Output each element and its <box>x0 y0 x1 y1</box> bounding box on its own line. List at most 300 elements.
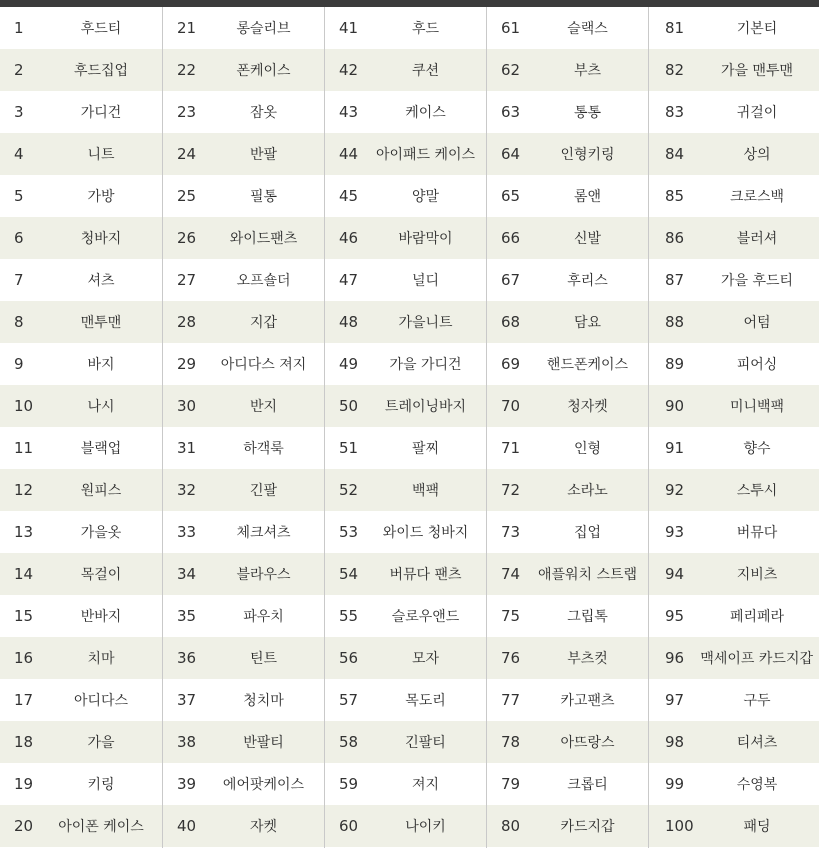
rank-number: 91 <box>665 439 685 457</box>
rank-number: 1 <box>14 19 24 37</box>
ranking-row <box>487 7 648 49</box>
rank-number: 65 <box>501 187 521 205</box>
rank-number: 47 <box>339 271 359 289</box>
search-term: 청바지 <box>80 231 122 247</box>
rank-number: 55 <box>339 607 359 625</box>
ranking-row <box>163 91 324 133</box>
rank-number: 15 <box>14 607 34 625</box>
rank-number: 8 <box>14 313 24 331</box>
search-term: 목걸이 <box>80 567 122 583</box>
search-term: 귀걸이 <box>736 105 778 121</box>
ranking-row <box>649 679 819 721</box>
search-term: 가을 후드티 <box>720 273 794 289</box>
rank-number: 62 <box>501 61 521 79</box>
search-term: 후리스 <box>567 273 608 289</box>
search-term: 필통 <box>249 189 278 205</box>
search-term: 체크셔츠 <box>236 525 291 541</box>
ranking-column <box>163 7 325 848</box>
rank-number: 74 <box>501 565 521 583</box>
ranking-row <box>0 217 162 259</box>
search-term: 가디건 <box>80 105 122 121</box>
ranking-row <box>163 49 324 91</box>
search-term: 틴트 <box>249 651 278 667</box>
search-term: 피어싱 <box>736 357 778 373</box>
search-term: 어텀 <box>743 315 771 331</box>
ranking-row <box>0 7 162 49</box>
search-term: 기본티 <box>736 21 778 37</box>
search-term: 슬랙스 <box>567 21 608 37</box>
search-term: 널디 <box>411 273 440 289</box>
rank-number: 60 <box>339 817 359 835</box>
search-term: 반팔티 <box>243 735 284 751</box>
rank-number: 26 <box>177 229 197 247</box>
rank-number: 71 <box>501 439 521 457</box>
rank-number: 18 <box>14 733 34 751</box>
search-term: 아뜨랑스 <box>560 735 615 751</box>
search-term: 지갑 <box>249 315 278 331</box>
ranking-row <box>487 553 648 595</box>
rank-number: 97 <box>665 691 685 709</box>
rank-number: 46 <box>339 229 359 247</box>
search-term: 긴팔티 <box>405 735 446 751</box>
ranking-row <box>325 301 486 343</box>
rank-number: 27 <box>177 271 197 289</box>
ranking-row <box>325 217 486 259</box>
ranking-row <box>163 469 324 511</box>
rank-number: 69 <box>501 355 521 373</box>
rank-number: 5 <box>14 187 24 205</box>
search-term: 집업 <box>573 525 602 541</box>
search-term: 트레이닝바지 <box>384 399 467 415</box>
search-term: 반지 <box>249 399 278 415</box>
search-term: 바람막이 <box>398 231 453 247</box>
ranking-row <box>649 7 819 49</box>
search-term: 핸드폰케이스 <box>546 357 629 373</box>
search-term: 후드 <box>411 21 440 37</box>
search-term: 맥세이프 카드지갑 <box>700 651 813 667</box>
ranking-row <box>325 805 486 847</box>
ranking-row <box>649 385 819 427</box>
ranking-row <box>325 679 486 721</box>
rank-number: 82 <box>665 61 685 79</box>
rank-number: 20 <box>14 817 34 835</box>
search-term: 가을 맨투맨 <box>720 63 794 79</box>
search-term: 원피스 <box>80 483 122 499</box>
ranking-row <box>487 217 648 259</box>
ranking-row <box>487 721 648 763</box>
search-term: 카드지갑 <box>560 819 615 835</box>
ranking-column <box>0 7 163 848</box>
search-term: 키링 <box>87 777 115 793</box>
rank-number: 6 <box>14 229 24 247</box>
rank-number: 16 <box>14 649 34 667</box>
search-term: 긴팔 <box>249 483 278 499</box>
rank-number: 66 <box>501 229 521 247</box>
ranking-row <box>649 721 819 763</box>
rank-number: 45 <box>339 187 359 205</box>
search-term: 반팔 <box>249 147 278 163</box>
search-term: 부츠컷 <box>567 651 608 667</box>
search-term: 가을니트 <box>398 315 453 331</box>
search-term: 애플워치 스트랩 <box>537 567 638 583</box>
search-term: 아이폰 케이스 <box>58 819 144 835</box>
rank-number: 54 <box>339 565 359 583</box>
ranking-row <box>0 721 162 763</box>
rank-number: 39 <box>177 775 197 793</box>
rank-number: 79 <box>501 775 521 793</box>
rank-number: 42 <box>339 61 359 79</box>
rank-number: 57 <box>339 691 359 709</box>
rank-number: 80 <box>501 817 521 835</box>
rank-number: 49 <box>339 355 359 373</box>
ranking-row <box>325 721 486 763</box>
ranking-row <box>0 385 162 427</box>
rank-number: 2 <box>14 61 24 79</box>
ranking-row <box>649 427 819 469</box>
ranking-row <box>649 175 819 217</box>
rank-number: 72 <box>501 481 521 499</box>
rank-number: 76 <box>501 649 521 667</box>
ranking-row <box>0 469 162 511</box>
ranking-column <box>649 7 819 848</box>
rank-number: 89 <box>665 355 685 373</box>
rank-number: 73 <box>501 523 521 541</box>
search-term: 아이패드 케이스 <box>375 147 476 163</box>
ranking-row <box>649 133 819 175</box>
ranking-row <box>325 343 486 385</box>
rank-number: 38 <box>177 733 197 751</box>
rank-number: 34 <box>177 565 197 583</box>
rank-number: 92 <box>665 481 685 499</box>
rank-number: 19 <box>14 775 34 793</box>
rank-number: 51 <box>339 439 359 457</box>
search-term: 와이드 청바지 <box>382 525 469 541</box>
search-term: 구두 <box>743 693 771 709</box>
search-term: 쿠션 <box>411 63 440 79</box>
rank-number: 100 <box>665 817 694 835</box>
ranking-row <box>0 805 162 847</box>
search-term: 부츠 <box>573 63 602 79</box>
ranking-row <box>0 553 162 595</box>
search-term: 가을 가디건 <box>389 357 462 373</box>
rank-number: 52 <box>339 481 359 499</box>
search-term: 패딩 <box>743 819 771 835</box>
rank-number: 90 <box>665 397 685 415</box>
ranking-row <box>325 259 486 301</box>
search-term: 티셔츠 <box>736 735 778 751</box>
ranking-row <box>487 385 648 427</box>
ranking-row <box>163 7 324 49</box>
ranking-row <box>0 259 162 301</box>
search-term: 블라우스 <box>236 567 291 583</box>
ranking-row <box>487 343 648 385</box>
search-term: 아디다스 <box>73 693 129 709</box>
ranking-row <box>487 175 648 217</box>
rank-number: 24 <box>177 145 197 163</box>
ranking-row <box>163 133 324 175</box>
ranking-row <box>325 637 486 679</box>
search-term: 목도리 <box>405 693 446 709</box>
search-term: 가방 <box>87 189 115 205</box>
ranking-row <box>163 763 324 805</box>
search-term: 바지 <box>87 357 115 373</box>
rank-number: 99 <box>665 775 685 793</box>
search-term: 페리페라 <box>729 609 785 625</box>
ranking-row <box>163 595 324 637</box>
ranking-row <box>0 49 162 91</box>
ranking-row <box>487 301 648 343</box>
rank-number: 50 <box>339 397 359 415</box>
rank-number: 29 <box>177 355 197 373</box>
search-term: 오프숄더 <box>236 273 291 289</box>
search-term: 파우치 <box>243 609 284 625</box>
rank-number: 56 <box>339 649 359 667</box>
rank-number: 3 <box>14 103 24 121</box>
rank-number: 37 <box>177 691 197 709</box>
search-term: 후드집업 <box>73 63 129 79</box>
search-term: 후드티 <box>80 21 122 37</box>
rank-number: 7 <box>14 271 24 289</box>
ranking-row <box>487 427 648 469</box>
ranking-row <box>649 511 819 553</box>
search-term: 자켓 <box>249 819 278 835</box>
rank-number: 67 <box>501 271 521 289</box>
search-term: 가을옷 <box>80 525 122 541</box>
rank-number: 93 <box>665 523 685 541</box>
search-term: 청치마 <box>243 693 284 709</box>
rank-number: 64 <box>501 145 521 163</box>
ranking-row <box>325 7 486 49</box>
ranking-row <box>163 385 324 427</box>
search-term: 롬앤 <box>573 189 602 205</box>
ranking-row <box>325 49 486 91</box>
search-term: 담요 <box>573 315 602 331</box>
search-term: 나시 <box>87 399 115 415</box>
search-term: 잠옷 <box>249 105 278 121</box>
ranking-row <box>649 763 819 805</box>
rank-number: 68 <box>501 313 521 331</box>
rank-number: 28 <box>177 313 197 331</box>
ranking-row <box>487 49 648 91</box>
ranking-row <box>325 553 486 595</box>
search-term: 롱슬리브 <box>236 21 291 37</box>
rank-number: 86 <box>665 229 685 247</box>
ranking-row <box>325 595 486 637</box>
ranking-row <box>163 637 324 679</box>
ranking-row <box>649 49 819 91</box>
ranking-row <box>0 343 162 385</box>
search-term: 니트 <box>87 147 115 163</box>
search-term: 수영복 <box>736 777 778 793</box>
rank-number: 41 <box>339 19 359 37</box>
rank-number: 83 <box>665 103 685 121</box>
ranking-row <box>487 763 648 805</box>
rank-number: 22 <box>177 61 197 79</box>
rank-number: 23 <box>177 103 197 121</box>
ranking-row <box>325 133 486 175</box>
rank-number: 85 <box>665 187 685 205</box>
ranking-row <box>487 469 648 511</box>
search-term: 블랙업 <box>80 441 122 457</box>
search-term: 케이스 <box>405 105 446 121</box>
ranking-row <box>0 511 162 553</box>
ranking-row <box>325 427 486 469</box>
ranking-row <box>0 595 162 637</box>
rank-number: 96 <box>665 649 685 667</box>
rank-number: 61 <box>501 19 521 37</box>
rank-number: 59 <box>339 775 359 793</box>
rank-number: 21 <box>177 19 197 37</box>
rank-number: 33 <box>177 523 197 541</box>
ranking-row <box>0 427 162 469</box>
search-term: 가을 <box>87 735 115 751</box>
ranking-row <box>0 91 162 133</box>
search-term: 인형 <box>573 441 602 457</box>
search-term: 버뮤다 <box>736 525 778 541</box>
ranking-row <box>163 721 324 763</box>
search-term: 카고팬츠 <box>560 693 615 709</box>
ranking-row <box>649 469 819 511</box>
search-term: 아디다스 져지 <box>220 357 307 373</box>
ranking-row <box>163 511 324 553</box>
search-term: 반바지 <box>80 609 122 625</box>
ranking-row <box>0 133 162 175</box>
rank-number: 75 <box>501 607 521 625</box>
ranking-row <box>487 595 648 637</box>
search-term: 에어팟케이스 <box>222 777 305 793</box>
ranking-row <box>649 217 819 259</box>
ranking-row <box>163 805 324 847</box>
search-term: 신발 <box>573 231 602 247</box>
search-term: 나이키 <box>405 819 446 835</box>
search-term: 그립톡 <box>567 609 608 625</box>
rank-number: 94 <box>665 565 685 583</box>
rank-number: 12 <box>14 481 34 499</box>
ranking-row <box>325 469 486 511</box>
rank-number: 98 <box>665 733 685 751</box>
ranking-row <box>649 343 819 385</box>
rank-number: 77 <box>501 691 521 709</box>
rank-number: 84 <box>665 145 685 163</box>
ranking-row <box>649 595 819 637</box>
ranking-row <box>487 805 648 847</box>
ranking-row <box>0 637 162 679</box>
ranking-row <box>487 91 648 133</box>
ranking-row <box>325 511 486 553</box>
ranking-row <box>163 217 324 259</box>
search-term: 버뮤다 팬츠 <box>389 567 462 583</box>
rank-number: 11 <box>14 439 34 457</box>
search-term: 스투시 <box>736 483 778 499</box>
ranking-row <box>0 175 162 217</box>
rank-number: 31 <box>177 439 197 457</box>
search-term: 미니백팩 <box>729 399 785 415</box>
ranking-row <box>163 259 324 301</box>
rank-number: 25 <box>177 187 197 205</box>
search-term: 상의 <box>743 147 771 163</box>
search-term: 맨투맨 <box>80 315 122 331</box>
ranking-row <box>487 511 648 553</box>
search-term: 인형키링 <box>560 147 615 163</box>
ranking-row <box>163 301 324 343</box>
rank-number: 30 <box>177 397 197 415</box>
rank-number: 36 <box>177 649 197 667</box>
rank-number: 48 <box>339 313 359 331</box>
rank-number: 10 <box>14 397 34 415</box>
ranking-row <box>163 553 324 595</box>
ranking-row <box>163 343 324 385</box>
ranking-row <box>163 679 324 721</box>
search-term: 양말 <box>411 189 440 205</box>
rank-number: 53 <box>339 523 359 541</box>
ranking-grid <box>0 7 819 848</box>
rank-number: 32 <box>177 481 197 499</box>
ranking-row <box>649 553 819 595</box>
rank-number: 88 <box>665 313 685 331</box>
rank-number: 87 <box>665 271 685 289</box>
ranking-row <box>487 133 648 175</box>
rank-number: 4 <box>14 145 24 163</box>
ranking-row <box>325 175 486 217</box>
search-term: 크롭티 <box>567 777 608 793</box>
ranking-row <box>325 385 486 427</box>
ranking-row <box>0 763 162 805</box>
search-term: 팔찌 <box>411 441 440 457</box>
ranking-row <box>163 427 324 469</box>
ranking-row <box>649 91 819 133</box>
ranking-row <box>325 91 486 133</box>
rank-number: 44 <box>339 145 359 163</box>
rank-number: 40 <box>177 817 197 835</box>
search-term: 블러셔 <box>736 231 778 247</box>
rank-number: 13 <box>14 523 34 541</box>
rank-number: 35 <box>177 607 197 625</box>
ranking-row <box>0 679 162 721</box>
search-term: 와이드팬츠 <box>229 231 298 247</box>
rank-number: 14 <box>14 565 34 583</box>
rank-number: 70 <box>501 397 521 415</box>
ranking-row <box>649 637 819 679</box>
rank-number: 78 <box>501 733 521 751</box>
search-term: 치마 <box>87 651 115 667</box>
ranking-column <box>325 7 487 848</box>
ranking-row <box>487 637 648 679</box>
ranking-row <box>325 763 486 805</box>
rank-number: 95 <box>665 607 685 625</box>
rank-number: 43 <box>339 103 359 121</box>
rank-number: 9 <box>14 355 24 373</box>
search-term: 져지 <box>411 777 440 793</box>
search-term: 백팩 <box>411 483 440 499</box>
ranking-column <box>487 7 649 848</box>
rank-number: 58 <box>339 733 359 751</box>
rank-number: 81 <box>665 19 685 37</box>
ranking-row <box>0 301 162 343</box>
search-term: 크로스백 <box>729 189 785 205</box>
ranking-row <box>163 175 324 217</box>
ranking-row <box>487 259 648 301</box>
search-term: 소라노 <box>567 483 608 499</box>
search-term: 슬로우앤드 <box>391 609 460 625</box>
rank-number: 63 <box>501 103 521 121</box>
search-term: 하객룩 <box>243 441 284 457</box>
top-bar <box>0 0 819 7</box>
ranking-row <box>649 805 819 847</box>
search-term: 지비츠 <box>736 567 778 583</box>
rank-number: 17 <box>14 691 34 709</box>
ranking-row <box>487 679 648 721</box>
search-term: 향수 <box>743 441 771 457</box>
